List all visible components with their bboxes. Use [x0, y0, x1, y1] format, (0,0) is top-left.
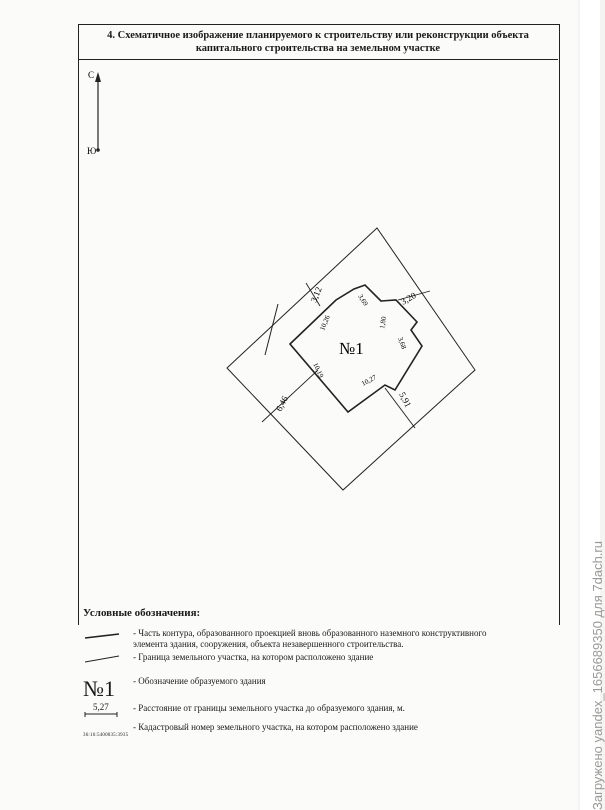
dim-text-1-80: 1,80 — [378, 315, 389, 330]
cadastral-number-symbol: 36:16:5400035:3935 — [83, 733, 129, 738]
compass-south-dot — [96, 148, 100, 152]
legend-text-building: - Обозначение образуемого здания — [133, 676, 266, 686]
compass — [87, 70, 101, 156]
marker-line — [265, 304, 278, 355]
legend-text-cadastral: - Кадастровый номер земельного участка, на котором расположено здание — [133, 722, 418, 732]
compass-south-label: Ю — [87, 146, 97, 156]
dim-text-10-27: 10,27 — [360, 373, 378, 388]
compass-north-label: С — [88, 70, 95, 80]
land-plot-boundary — [227, 228, 475, 490]
dim-text-3-20: 3,20 — [399, 290, 418, 307]
building-number-label: №1 — [339, 339, 364, 358]
watermark-strip — [580, 0, 605, 810]
boundary-line-icon — [83, 652, 123, 664]
legend-text-contour: - Часть контура, образованного проекцией вновь образованного наземного конструктивного элемента здания, сооружения, объекта незавершенного строительства. — [133, 628, 487, 649]
legend-item-contour — [83, 628, 553, 652]
header-line-2: капитального строительства на земельном участке — [195, 43, 441, 54]
distance-symbol-value: 5,27 — [93, 702, 109, 712]
watermark-text: Загружено yandex_1656689350 для 7dach.ru — [590, 541, 605, 810]
header-line-1: 4. Схематичное изображение планируемого к строительству или реконструкции объекта — [107, 30, 529, 41]
dim-line-6-46 — [262, 370, 318, 422]
distance-line-icon — [83, 712, 123, 718]
dim-text-3-68: 3,68 — [396, 335, 408, 351]
dim-text-3-12: 3,12 — [308, 285, 324, 304]
contour-line-icon — [83, 630, 123, 642]
legend-text-boundary: - Граница земельного участка, на котором расположено здание — [133, 652, 374, 662]
building-symbol: №1 — [83, 676, 115, 701]
legend-item-distance — [83, 700, 553, 718]
dim-text-10-19: 10,19 — [311, 361, 326, 380]
dim-text-6-46: 6,46 — [273, 394, 290, 413]
legend-title: Условные обозначения: — [83, 607, 201, 619]
dim-text-5-91: 5,91 — [397, 390, 414, 409]
legend-item-building — [83, 676, 553, 700]
north-arrow-icon — [95, 72, 101, 82]
legend-item-boundary — [83, 652, 553, 666]
legend-item-cadastral — [83, 722, 553, 738]
legend-text-distance: - Расстояние от границы земельного участка до образуемого здания, м. — [133, 703, 405, 713]
dim-text-10-26: 10,26 — [318, 314, 332, 332]
dim-text-3-69: 3,69 — [356, 292, 370, 308]
